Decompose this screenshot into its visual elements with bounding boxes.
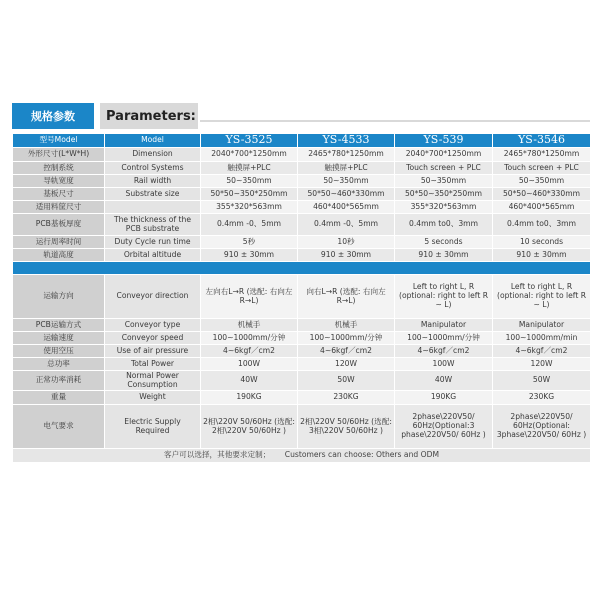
row-label-en: Rail width xyxy=(105,175,201,188)
row-label-cn: 导轨宽度 xyxy=(13,175,105,188)
table-footer xyxy=(13,449,591,463)
row-value: Touch screen + PLC xyxy=(395,162,493,175)
table-row xyxy=(13,345,591,358)
row-value: 2phase\220V50/ 60Hz(Optional: 3phase\220V50/ 60Hz ) xyxy=(493,405,591,449)
row-value: Manipulator xyxy=(395,319,493,332)
row-value: 460*400*565mm xyxy=(493,201,591,214)
footer-en: Customers can choose: Others and ODM xyxy=(284,450,439,460)
row-value: 355*320*563mm xyxy=(201,201,298,214)
row-value: 2040*700*1250mm xyxy=(201,148,298,162)
row-label-en: Weight xyxy=(105,391,201,405)
row-label-cn: 基板尺寸 xyxy=(13,188,105,201)
row-label-en: Conveyor speed xyxy=(105,332,201,345)
model-1: YS-3525 xyxy=(201,134,298,148)
row-value: 100~1000mm/min xyxy=(493,332,591,345)
table-row xyxy=(13,201,591,214)
table-header-row xyxy=(13,134,591,148)
row-value: 触摸屏+PLC xyxy=(201,162,298,175)
row-value: Left to right L, R (optional: right to left R ~ L) xyxy=(395,275,493,319)
row-label-en: Orbital altitude xyxy=(105,249,201,262)
row-value: 2465*780*1250mm xyxy=(493,148,591,162)
row-value: 50*50~460*330mm xyxy=(493,188,591,201)
table-row xyxy=(13,148,591,162)
row-label-cn: 控制系统 xyxy=(13,162,105,175)
row-label-cn: 使用空压 xyxy=(13,345,105,358)
spec-table xyxy=(12,133,591,463)
model-4: YS-3546 xyxy=(493,134,591,148)
row-value: 0.4mm to0、3mm xyxy=(395,214,493,236)
row-label-en: Duty Cycle run time xyxy=(105,236,201,249)
row-value: 40W xyxy=(201,371,298,391)
row-value: 50*50~350*250mm xyxy=(395,188,493,201)
row-label-en: Electric Supply Required xyxy=(105,405,201,449)
section-badge: 规格参数 xyxy=(12,103,94,129)
table-row xyxy=(13,162,591,175)
row-label-en: Dimension xyxy=(105,148,201,162)
row-label-cn: 运输速度 xyxy=(13,332,105,345)
header-divider xyxy=(200,120,590,122)
row-value: 机械手 xyxy=(201,319,298,332)
header-cn: 型号Model xyxy=(13,134,105,148)
table-row xyxy=(13,332,591,345)
row-value: 4~6kgf／cm2 xyxy=(201,345,298,358)
row-value: 50~350mm xyxy=(493,175,591,188)
row-value: 100~1000mm/分钟 xyxy=(201,332,298,345)
row-label-cn: 适用料筐尺寸 xyxy=(13,201,105,214)
row-value: 5秒 xyxy=(201,236,298,249)
row-label-en: Conveyor direction xyxy=(105,275,201,319)
row-label-cn: 总功率 xyxy=(13,358,105,371)
row-label-cn: 重量 xyxy=(13,391,105,405)
row-value: 50W xyxy=(298,371,395,391)
table-row xyxy=(13,391,591,405)
row-value: 120W xyxy=(493,358,591,371)
table-row xyxy=(13,188,591,201)
row-label-cn: 正常功率消耗 xyxy=(13,371,105,391)
table-row xyxy=(13,249,591,262)
row-value: 2465*780*1250mm xyxy=(298,148,395,162)
table-row xyxy=(13,405,591,449)
row-label-en: Substrate size xyxy=(105,188,201,201)
row-label-cn: 电气要求 xyxy=(13,405,105,449)
row-value: 50~350mm xyxy=(201,175,298,188)
row-value: 100W xyxy=(395,358,493,371)
row-value: 4~6kgf／cm2 xyxy=(395,345,493,358)
header-en: Model xyxy=(105,134,201,148)
row-value: 50~350mm xyxy=(298,175,395,188)
row-value: 机械手 xyxy=(298,319,395,332)
row-value: 190KG xyxy=(395,391,493,405)
row-value: 120W xyxy=(298,358,395,371)
row-label-en: Control Systems xyxy=(105,162,201,175)
row-value: 460*400*565mm xyxy=(298,201,395,214)
row-value: 230KG xyxy=(298,391,395,405)
row-value: 2phase\220V50/ 60Hz(Optional:3 phase\220V50/ 60Hz ) xyxy=(395,405,493,449)
row-label-cn: PCB基板厚度 xyxy=(13,214,105,236)
row-value: 190KG xyxy=(201,391,298,405)
table-row xyxy=(13,319,591,332)
table-row xyxy=(13,214,591,236)
table-row xyxy=(13,371,591,391)
row-value: 355*320*563mm xyxy=(395,201,493,214)
row-value: Left to right L, R (optional: right to left R ~ L) xyxy=(493,275,591,319)
row-value: 100W xyxy=(201,358,298,371)
row-value: 10秒 xyxy=(298,236,395,249)
row-value: Touch screen + PLC xyxy=(493,162,591,175)
table-row xyxy=(13,236,591,249)
model-2: YS-4533 xyxy=(298,134,395,148)
table-row xyxy=(13,358,591,371)
section-header xyxy=(12,103,590,129)
row-value: 触摸屏+PLC xyxy=(298,162,395,175)
row-value: 2相\220V 50/60Hz (选配: 2相\220V 50/60Hz ) xyxy=(201,405,298,449)
row-value: 100~1000mm/分钟 xyxy=(395,332,493,345)
row-label-cn: 运行周率时间 xyxy=(13,236,105,249)
row-value: 2040*700*1250mm xyxy=(395,148,493,162)
row-label-cn: PCB运输方式 xyxy=(13,319,105,332)
row-value: 向右L→R (选配: 右向左R→L) xyxy=(298,275,395,319)
row-label-en: Total Power xyxy=(105,358,201,371)
row-label-en: Normal Power Consumption xyxy=(105,371,201,391)
row-label-en: Use of air pressure xyxy=(105,345,201,358)
row-value: 左向右L→R (选配: 右向左R→L) xyxy=(201,275,298,319)
table-row xyxy=(13,175,591,188)
model-3: YS-539 xyxy=(395,134,493,148)
row-value: 2相\220V 50/60Hz (选配: 3相\220V 50/60Hz ) xyxy=(298,405,395,449)
row-value: 4~6kgf／cm2 xyxy=(298,345,395,358)
row-value: 0.4mm -0、5mm xyxy=(298,214,395,236)
section-title: Parameters: xyxy=(100,103,198,129)
row-value: 50W xyxy=(493,371,591,391)
row-value: 50~350mm xyxy=(395,175,493,188)
row-label-cn: 外形尺寸(L*W*H) xyxy=(13,148,105,162)
footer-cn: 客户可以选择，其他要求定制； xyxy=(164,450,271,460)
table-row xyxy=(13,275,591,319)
table-separator xyxy=(13,262,591,275)
row-label-cn: 轨道高度 xyxy=(13,249,105,262)
row-value: 4~6kgf／cm2 xyxy=(493,345,591,358)
row-value: 910 ± 30mm xyxy=(395,249,493,262)
row-value: 910 ± 30mm xyxy=(201,249,298,262)
row-label-en: Conveyor type xyxy=(105,319,201,332)
row-value: 40W xyxy=(395,371,493,391)
row-value: 230KG xyxy=(493,391,591,405)
row-label-cn: 运输方向 xyxy=(13,275,105,319)
row-value: Manipulator xyxy=(493,319,591,332)
row-value: 5 seconds xyxy=(395,236,493,249)
row-value: 100~1000mm/分钟 xyxy=(298,332,395,345)
row-value: 50*50~350*250mm xyxy=(201,188,298,201)
row-value: 910 ± 30mm xyxy=(493,249,591,262)
row-value: 0.4mm -0、5mm xyxy=(201,214,298,236)
row-value: 10 seconds xyxy=(493,236,591,249)
row-label-en: The thickness of the PCB substrate xyxy=(105,214,201,236)
row-label-en xyxy=(105,201,201,214)
row-value: 50*50~460*330mm xyxy=(298,188,395,201)
row-value: 0.4mm to0、3mm xyxy=(493,214,591,236)
row-value: 910 ± 30mm xyxy=(298,249,395,262)
